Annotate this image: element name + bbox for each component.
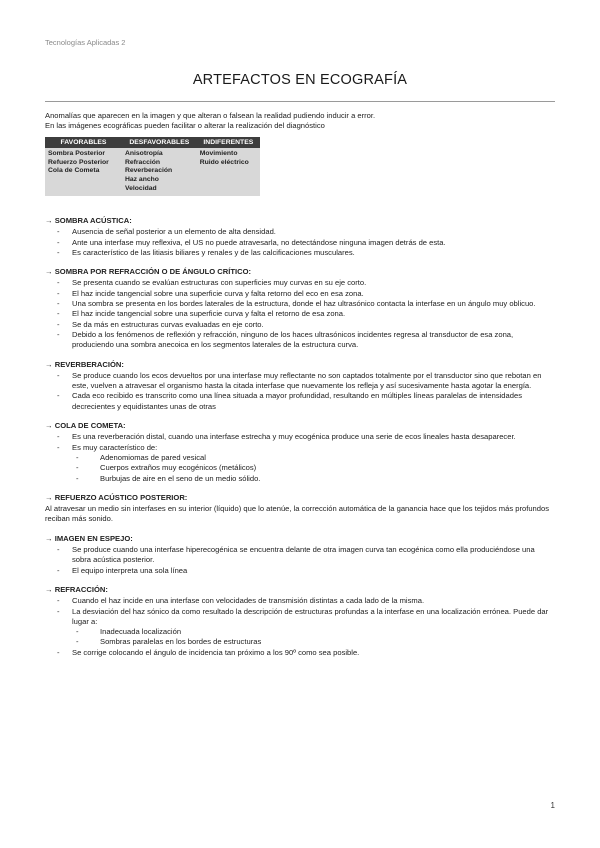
section-cola-de-cometa	[45, 421, 555, 484]
arrow-icon: →	[45, 267, 53, 277]
section-heading: → SOMBRA POR REFRACCIÓN O DE ÁNGULO CRÍTICO:	[45, 267, 252, 277]
list-item: - Es característico de las litiasis biliares y renales y de las calcificaciones musculares.	[45, 248, 555, 258]
arrow-icon: →	[45, 584, 53, 594]
table-cell-item: Refracción	[124, 158, 161, 166]
list-item: - Ante una interfase muy reflexiva, el US no puede atravesarla, no detectándose ninguna imagen detrás de esta.	[45, 238, 555, 248]
header-desfavorables: DESFAVORABLES	[122, 137, 197, 148]
list-item: - Es una reverberación distal, cuando una interfase estrecha y muy ecogénica produce una serie de ecos lineales hasta desaparecer.	[45, 432, 555, 442]
intro-line: En las imágenes ecográficas pueden facilitar o alterar la realización del diagnóstico	[45, 121, 325, 130]
title-divider	[45, 101, 555, 102]
section-heading: → REFRACCIÓN:	[45, 584, 108, 594]
section-heading: → IMAGEN EN ESPEJO:	[45, 533, 133, 543]
page-title: ARTEFACTOS EN ECOGRAFÍA	[192, 72, 408, 88]
sub-list-item: - Adenomiomas de pared vesical	[45, 453, 555, 463]
section-heading: → REFUERZO ACÚSTICO POSTERIOR:	[45, 492, 188, 502]
table-row	[45, 148, 260, 196]
table-cell-item: Movimiento	[199, 150, 238, 157]
arrow-icon: →	[45, 492, 53, 502]
arrow-icon: →	[45, 421, 53, 431]
artifact-classification-table	[45, 137, 260, 196]
desfavorables-cell	[122, 148, 197, 196]
section-paragraph: Al atravesar un medio sin interfases en su interior (líquido) que lo atenúe, la corrección automática de la ganancia hace que los tejidos más profundos reciban más sonido.	[45, 504, 550, 524]
arrow-icon: →	[45, 216, 53, 225]
page-number: 1	[550, 801, 555, 810]
table-cell-item: Ruido eléctrico	[199, 158, 249, 166]
arrow-icon: →	[45, 533, 53, 543]
intro-text	[45, 111, 375, 131]
intro-line: Anomalías que aparecen en la imagen y que alteran o falsean la realidad pudiendo inducir a error.	[45, 111, 376, 120]
list-item: - Debido a los fenómenos de reflexión y refracción, ninguno de los haces ultrasónicos incidentes regresa al transductor de esa zona, produciendo una sombra anecoica en los segmentos laterales de la estructura curva.	[45, 330, 555, 351]
table-cell-item: Anisotropía	[124, 150, 163, 157]
list-item: - Se presenta cuando se evalúan estructuras con superficies muy curvas en su eje corto.	[45, 278, 555, 288]
section-heading: → REVERBERACIÓN:	[45, 359, 124, 369]
sub-list-item: - Sombras paralelas en los bordes de estructuras	[45, 637, 555, 647]
section-refuerzo-acustico	[45, 493, 555, 525]
list-item: - Cuando el haz incide en una interfase con velocidades de transmisión distintas a cada lado de la misma.	[45, 596, 555, 606]
sub-list-item: - Burbujas de aire en el seno de un medio sólido.	[45, 474, 555, 484]
favorables-cell	[45, 148, 122, 196]
list-item: - Se corrige colocando el ángulo de incidencia tan próximo a los 90º como sea posible.	[45, 648, 555, 658]
arrow-icon: →	[45, 359, 53, 369]
list-item: - La desviación del haz sónico da como resultado la descripción de estructuras profundas a la interfase en una localización errónea. Puede dar lugar a:	[45, 607, 555, 628]
list-item: - Ausencia de señal posterior a un elemento de alta densidad.	[45, 227, 555, 237]
sub-list-item: - Inadecuada localización	[45, 627, 555, 637]
list-item: - Una sombra se presenta en los bordes laterales de la estructura, donde el haz ultrasónico contacta la interfase en un ángulo muy oblicuo.	[45, 299, 555, 309]
header-favorables: FAVORABLES	[45, 137, 122, 148]
table-cell-item: Refuerzo Posterior	[48, 158, 109, 166]
list-item: - Se produce cuando los ecos devueltos por una interfase muy reflectante no son captados totalmente por el transductor sino que rebotan en este, vuelven a atravesar el organismo hasta la citada interfase que nuevamente los refleja y así sucesivamente hasta agotar la energía.	[45, 371, 555, 392]
section-sombra-acustica	[45, 216, 555, 258]
indiferentes-cell	[197, 148, 260, 196]
header-indiferentes: INDIFERENTES	[197, 137, 260, 148]
list-item: - El haz incide tangencial sobre una superficie curva y falta el retorno de esa zona.	[45, 309, 555, 319]
list-item: - Es muy característico de:	[45, 443, 555, 453]
list-item: - El equipo interpreta una sola línea	[45, 566, 555, 576]
list-item: - Se produce cuando una interfase hiperecogénica se encuentra delante de otra imagen curva tan ecogénica como ella produciéndose una sobra acústica posterior.	[45, 545, 555, 566]
table-cell-item: Velocidad	[124, 184, 157, 192]
list-item: - El haz incide tangencial sobre una superficie curva y falta retorno del eco en esa zona.	[45, 289, 555, 299]
table-cell-item: Haz ancho	[124, 176, 159, 184]
sub-list-item: - Cuerpos extraños muy ecogénicos (metálicos)	[45, 463, 555, 473]
list-item: - Se da más en estructuras curvas evaluadas en eje corto.	[45, 320, 555, 330]
section-imagen-en-espejo	[45, 534, 555, 576]
section-sombra-refraccion	[45, 267, 555, 350]
page-header: Tecnologías Aplicadas 2	[45, 38, 126, 47]
table-header-row	[45, 137, 260, 148]
document-body	[45, 216, 555, 667]
table-cell-item: Cola de Cometa	[48, 167, 100, 175]
section-heading: → COLA DE COMETA:	[45, 421, 126, 431]
section-reverberacion	[45, 360, 555, 412]
table-cell-item: Sombra Posterior	[48, 150, 106, 157]
table-cell-item: Reverberación	[124, 167, 173, 175]
section-heading: → SOMBRA ACÚSTICA:	[45, 216, 132, 225]
list-item: - Cada eco recibido es transcrito como una línea situada a mayor profundidad, resultando en múltiples líneas paralelas de intensidades decrecientes y equidistantes unas de otras	[45, 391, 555, 412]
section-refraccion	[45, 585, 555, 658]
